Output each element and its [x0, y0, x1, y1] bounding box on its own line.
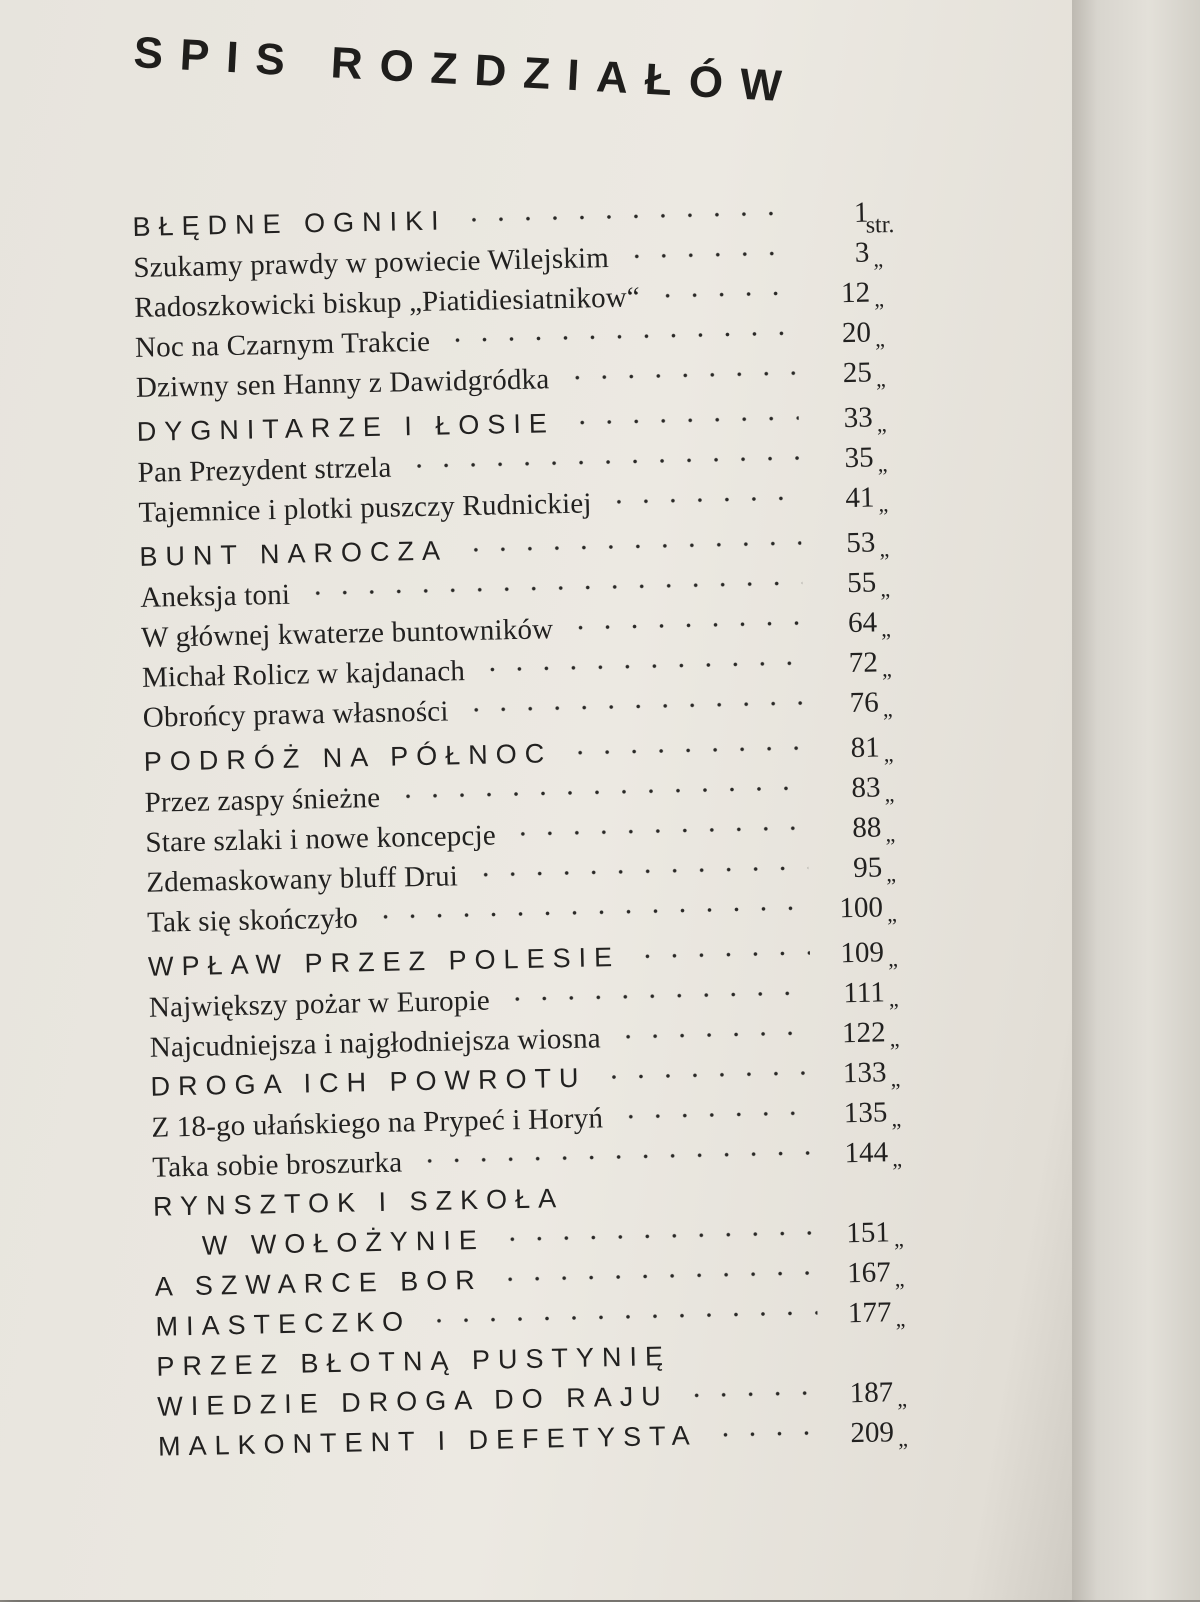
dot-leader: [623, 246, 795, 264]
dot-leader: [405, 451, 799, 473]
dot-leader: [569, 411, 799, 430]
entry-title: DROGA ICH POWROTU: [150, 1062, 587, 1102]
page-number: 88: [851, 811, 882, 845]
ditto-mark: „: [884, 781, 895, 807]
dot-leader: [462, 536, 801, 557]
page-number: 12: [840, 276, 871, 310]
page-number: 111: [843, 976, 886, 1010]
dot-leader: [504, 986, 811, 1006]
dot-leader: [567, 741, 806, 760]
entry-title: Aneksja toni: [139, 578, 291, 614]
ditto-mark: „: [887, 946, 899, 972]
ditto-mark: „: [894, 1266, 905, 1292]
entry-title: RYNSZTOK I SZKOŁA: [152, 1183, 565, 1222]
dot-leader: [479, 656, 804, 677]
page-number: 55: [846, 566, 877, 600]
ditto-mark: „: [895, 1306, 906, 1332]
page-number: 35: [844, 441, 874, 475]
entry-title: PODRÓŻ NA PÓŁNOC: [143, 738, 553, 777]
dot-leader: [567, 616, 803, 635]
ditto-mark: „: [882, 696, 893, 722]
dot-leader: [425, 1306, 817, 1328]
entry-title: Najcudniejsza i najgłodniejsza wiosna: [149, 1022, 602, 1064]
page-number: 83: [851, 771, 881, 805]
page-number: 25: [842, 356, 873, 390]
entry-title: Tak się skończyło: [146, 902, 359, 939]
ditto-mark: „: [879, 536, 890, 562]
page-number: 95: [852, 851, 883, 884]
page-number: 64: [847, 606, 878, 640]
entry-title: MIASTECZKO: [155, 1306, 412, 1342]
dot-leader: [444, 326, 797, 347]
ditto-mark: „: [891, 1146, 903, 1172]
entry-title: Największy pożar w Europie: [148, 984, 491, 1024]
dot-leader: [509, 821, 807, 841]
page-number: 209: [850, 1416, 895, 1450]
entry-title: BUNT NAROCZA: [139, 535, 449, 572]
dot-leader: [683, 1386, 819, 1403]
entry-title: Noc na Czarnym Trakcie: [134, 325, 431, 364]
page-title: SPIS ROZDZIAŁÓW: [132, 28, 800, 112]
ditto-mark: „: [880, 616, 892, 642]
entry-title: Taka sobie broszurka: [151, 1146, 403, 1184]
page-number: 72: [848, 646, 879, 680]
page-number: 133: [842, 1056, 887, 1090]
page-number: 41: [845, 481, 875, 515]
entry-title: MALKONTENT I DEFETYSTA: [157, 1420, 698, 1462]
dot-leader: [600, 1066, 812, 1084]
ditto-mark: „: [873, 286, 885, 312]
ditto-mark: „: [877, 451, 888, 477]
dot-leader: [712, 1426, 820, 1442]
dot-leader: [617, 1106, 813, 1124]
page-number: 100: [839, 891, 884, 925]
ditto-mark: „: [875, 366, 886, 392]
ditto-mark: „: [873, 246, 884, 272]
page-number: 1: [853, 196, 869, 229]
dot-leader: [416, 1146, 814, 1168]
page-number: 33: [843, 401, 874, 435]
ditto-mark: „: [897, 1385, 908, 1412]
entry-title: W głównej kwaterze buntowników: [140, 613, 554, 654]
page-number: 53: [846, 526, 876, 560]
ditto-mark: „: [891, 1106, 902, 1132]
ditto-mark: „: [881, 656, 893, 682]
page-number: 3: [854, 236, 870, 269]
page-number: 81: [850, 731, 880, 765]
dot-leader: [460, 206, 794, 227]
dot-leader: [634, 946, 810, 964]
entry-title: Pan Prezydent strzela: [137, 451, 392, 489]
entry-title: WIEDZIE DROGA DO RAJU: [156, 1380, 670, 1422]
page-number: 122: [841, 1016, 886, 1050]
dot-leader: [497, 1266, 817, 1287]
entry-title: Szukamy prawdy w powiecie Wilejskim: [133, 241, 610, 284]
entry-title: Dziwny sen Hanny z Dawidgródka: [135, 363, 550, 404]
ditto-mark: „: [897, 1425, 909, 1452]
entry-title: WPŁAW PRZEZ POLESIE: [147, 941, 621, 982]
entry-title: Radoszkowicki biskup „Piatidiesiatnikow“: [133, 281, 641, 324]
entry-title: W WOŁOŻYNIE: [201, 1224, 486, 1261]
dot-leader: [472, 861, 808, 882]
dot-leader: [605, 491, 800, 509]
ditto-mark: „: [893, 1226, 904, 1252]
entry-title: PRZEZ BŁOTNĄ PUSTYNIĘ: [156, 1340, 672, 1382]
page-number: 167: [846, 1256, 891, 1290]
entry-title: Przez zaspy śnieżne: [144, 781, 381, 819]
dot-leader: [499, 1226, 816, 1247]
page-number: 20: [841, 316, 872, 350]
page-number: 135: [843, 1096, 888, 1130]
ditto-mark: „: [890, 1066, 901, 1092]
page-number: 177: [847, 1296, 892, 1330]
ditto-mark: „: [886, 901, 898, 927]
entry-title: Obrońcy prawa własności: [142, 695, 449, 734]
page-number: 109: [840, 936, 885, 970]
ditto-mark: „: [888, 986, 899, 1012]
ditto-mark: „: [878, 491, 889, 517]
entry-title: Z 18-go ułańskiego na Prypeć i Horyń: [151, 1102, 604, 1144]
entry-title: Stare szlaki i nowe koncepcje: [145, 819, 497, 859]
dot-leader: [614, 1026, 811, 1044]
ditto-mark: „: [876, 411, 887, 437]
dot-leader: [304, 576, 802, 600]
ditto-mark: „: [889, 1026, 900, 1052]
entry-title: DYGNITARZE I ŁOSIE: [136, 408, 556, 447]
ditto-mark: „: [874, 326, 886, 352]
entry-title: Zdemaskowany bluff Drui: [145, 860, 459, 899]
page-number: 187: [849, 1376, 894, 1410]
page-number: 144: [844, 1136, 889, 1170]
ditto-mark: „: [886, 861, 897, 887]
entry-title: Tajemnice i plotki puszczy Rudnickiej: [138, 487, 592, 529]
entry-title: A SZWARCE BOR: [154, 1264, 484, 1302]
dot-leader: [654, 286, 796, 303]
page-unit-label: str.: [865, 212, 895, 239]
entry-title: BŁĘDNE OGNIKI: [132, 205, 447, 242]
dot-leader: [372, 901, 809, 924]
ditto-mark: „: [883, 741, 894, 767]
dot-leader: [463, 696, 805, 717]
dot-leader: [564, 366, 798, 385]
page-number: 76: [849, 686, 880, 720]
ditto-mark: „: [880, 576, 891, 602]
page-number: 151: [845, 1216, 891, 1250]
dot-leader: [394, 781, 806, 804]
entry-title: Michał Rolicz w kajdanach: [141, 655, 466, 694]
ditto-mark: „: [885, 821, 896, 847]
